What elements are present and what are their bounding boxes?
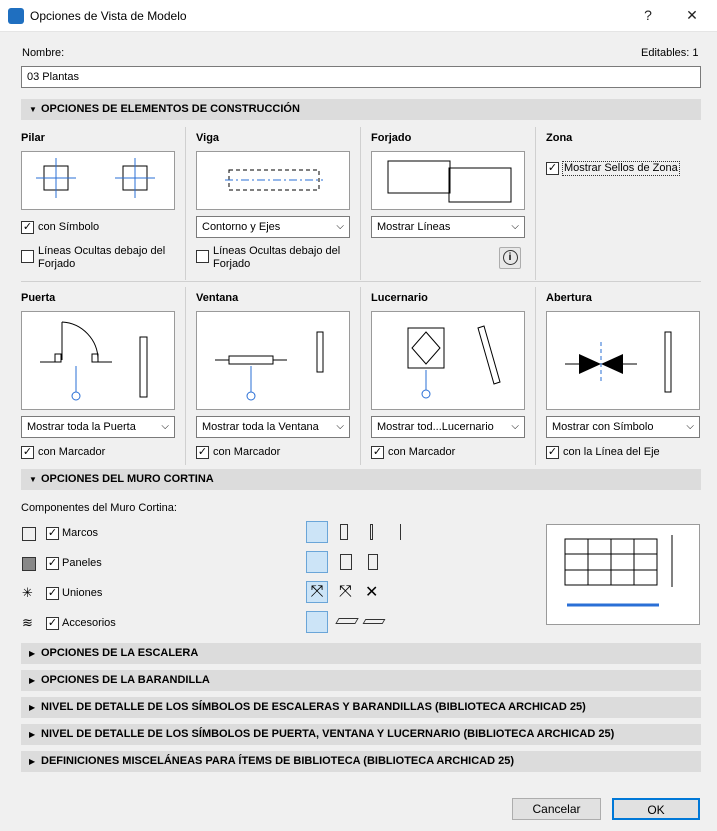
- cancel-button[interactable]: Cancelar: [512, 798, 601, 820]
- section-detail-stair[interactable]: [21, 697, 701, 718]
- divider: [360, 287, 361, 465]
- section-title: NIVEL DE DETALLE DE LOS SÍMBOLOS DE PUERTA, VENTANA Y LUCERNARIO (BIBLIOTECA ARCHICAD 25): [41, 728, 615, 740]
- ventana-select-value: Mostrar toda la Ventana: [202, 421, 319, 433]
- puerta-select[interactable]: [21, 416, 175, 438]
- lucernario-marker-checkbox[interactable]: ✓: [372, 446, 383, 458]
- window-symbol-icon: [197, 312, 349, 409]
- chevron-down-icon: ⌵: [511, 421, 519, 432]
- chevron-down-icon: ⌵: [511, 221, 519, 232]
- section-title: OPCIONES DE ELEMENTOS DE CONSTRUCCIÓN: [41, 103, 300, 115]
- pilar-hidden-checkbox[interactable]: [21, 250, 34, 263]
- section-misc[interactable]: [21, 751, 701, 772]
- puerta-title: Puerta: [21, 292, 56, 304]
- uniones-checkbox[interactable]: ✓: [47, 587, 58, 599]
- pilar-preview[interactable]: [21, 151, 175, 210]
- frame-icon: [22, 527, 36, 541]
- paneles-checkbox[interactable]: ✓: [47, 557, 58, 569]
- chevron-down-icon: ⌵: [686, 421, 694, 432]
- section-title: OPCIONES DE LA BARANDILLA: [41, 674, 210, 686]
- viga-hidden-checkbox[interactable]: [196, 250, 209, 263]
- app-icon: [8, 8, 24, 24]
- divider: [185, 127, 186, 280]
- abertura-title: Abertura: [546, 292, 592, 304]
- ventana-marker-checkbox[interactable]: ✓: [197, 446, 208, 458]
- collapse-icon: ▼: [29, 105, 37, 114]
- marcos-detail-3-icon[interactable]: [370, 524, 373, 540]
- close-button[interactable]: ✕: [686, 7, 698, 23]
- viga-title: Viga: [196, 132, 220, 144]
- paneles-detail-1-button[interactable]: [306, 551, 328, 573]
- uniones-detail-2-icon[interactable]: ⤧: [339, 583, 352, 600]
- info-icon: i: [503, 250, 518, 265]
- expand-icon: ▶: [29, 757, 36, 766]
- divider: [535, 127, 536, 280]
- door-symbol-icon: [22, 312, 174, 409]
- pilar-symbol-label: con Símbolo: [38, 221, 100, 233]
- slab-symbol-icon: [372, 152, 524, 209]
- chevron-down-icon: ⌵: [336, 421, 344, 432]
- zona-title: Zona: [546, 132, 573, 144]
- skylight-symbol-icon: [372, 312, 524, 409]
- accesorios-detail-2-icon[interactable]: [335, 618, 358, 624]
- chevron-down-icon: ⌵: [336, 221, 344, 232]
- lucernario-select[interactable]: [371, 416, 525, 438]
- zona-stamps-label: Mostrar Sellos de Zona: [564, 162, 678, 174]
- paneles-detail-2-icon[interactable]: [340, 554, 352, 570]
- puerta-marker-checkbox[interactable]: ✓: [22, 446, 33, 458]
- ventana-title: Ventana: [196, 292, 239, 304]
- marcos-detail-2-icon[interactable]: [340, 524, 348, 540]
- section-curtain[interactable]: [21, 469, 701, 490]
- forjado-preview[interactable]: [371, 151, 525, 210]
- divider: [360, 127, 361, 280]
- ventana-marker-label: con Marcador: [213, 446, 281, 458]
- marcos-checkbox[interactable]: ✓: [47, 527, 58, 539]
- info-button[interactable]: [499, 247, 521, 269]
- section-title: NIVEL DE DETALLE DE LOS SÍMBOLOS DE ESCALERAS Y BARANDILLAS (BIBLIOTECA ARCHICAD 25): [41, 701, 586, 713]
- forjado-select-value: Mostrar Líneas: [377, 221, 451, 233]
- pilar-symbol-checkbox[interactable]: ✓: [22, 221, 33, 233]
- junction-icon: ✳: [22, 585, 33, 600]
- chevron-down-icon: ⌵: [161, 421, 169, 432]
- paneles-label: Paneles: [62, 557, 102, 569]
- lucernario-preview[interactable]: [371, 311, 525, 410]
- viga-preview[interactable]: [196, 151, 350, 210]
- marcos-detail-4-icon[interactable]: [400, 524, 401, 540]
- puerta-marker-label: con Marcador: [38, 446, 106, 458]
- divider: [185, 287, 186, 465]
- paneles-detail-3-icon[interactable]: [368, 554, 378, 570]
- help-button[interactable]: ?: [644, 7, 652, 23]
- title-bar: [0, 0, 717, 32]
- section-stair[interactable]: [21, 643, 701, 664]
- curtain-wall-symbol-icon: [547, 525, 699, 624]
- abertura-axis-checkbox[interactable]: ✓: [547, 446, 558, 458]
- expand-icon: ▶: [29, 730, 36, 739]
- name-input[interactable]: 03 Plantas: [21, 66, 701, 88]
- opening-symbol-icon: [547, 312, 699, 409]
- ventana-select[interactable]: [196, 416, 350, 438]
- lucernario-select-value: Mostrar tod...Lucernario: [377, 421, 494, 433]
- curtain-preview: [546, 524, 700, 625]
- editables-count: Editables: 1: [641, 47, 699, 59]
- marcos-label: Marcos: [62, 527, 99, 539]
- expand-icon: ▶: [29, 649, 36, 658]
- pilar-title: Pilar: [21, 132, 45, 144]
- section-construction[interactable]: [21, 99, 701, 120]
- puerta-preview[interactable]: [21, 311, 175, 410]
- section-title: OPCIONES DEL MURO CORTINA: [41, 473, 214, 485]
- abertura-select[interactable]: [546, 416, 700, 438]
- abertura-preview[interactable]: [546, 311, 700, 410]
- section-title: OPCIONES DE LA ESCALERA: [41, 647, 199, 659]
- collapse-icon: ▼: [29, 475, 37, 484]
- section-railing[interactable]: [21, 670, 701, 691]
- name-label: Nombre:: [22, 47, 65, 59]
- accesorios-checkbox[interactable]: ✓: [47, 617, 58, 629]
- beam-symbol-icon: [197, 152, 349, 209]
- pilar-hidden-label: Líneas Ocultas debajo del Forjado: [38, 245, 166, 270]
- viga-hidden-label: Líneas Ocultas debajo del Forjado: [213, 245, 341, 270]
- panel-icon: [22, 557, 36, 571]
- puerta-select-value: Mostrar toda la Puerta: [27, 421, 136, 433]
- accesorios-detail-3-icon[interactable]: [363, 619, 386, 624]
- divider: [21, 281, 701, 282]
- marcos-detail-1-button[interactable]: [306, 521, 328, 543]
- zona-stamps-checkbox[interactable]: ✓: [547, 162, 558, 174]
- lucernario-marker-label: con Marcador: [388, 446, 456, 458]
- divider: [535, 287, 536, 465]
- uniones-detail-1-button[interactable]: ⤧: [306, 581, 328, 603]
- viga-select-value: Contorno y Ejes: [202, 221, 281, 233]
- uniones-detail-3-icon[interactable]: ✕: [365, 584, 379, 601]
- ok-button[interactable]: OK: [612, 798, 700, 820]
- accessory-icon: ≋: [22, 615, 33, 630]
- expand-icon: ▶: [29, 676, 36, 685]
- lucernario-title: Lucernario: [371, 292, 428, 304]
- abertura-axis-label: con la Línea del Eje: [563, 446, 660, 458]
- window-title: Opciones de Vista de Modelo: [30, 9, 187, 23]
- expand-icon: ▶: [29, 703, 36, 712]
- section-detail-door[interactable]: [21, 724, 701, 745]
- forjado-title: Forjado: [371, 132, 412, 144]
- viga-select[interactable]: [196, 216, 350, 238]
- curtain-components-label: Componentes del Muro Cortina:: [21, 502, 177, 514]
- forjado-select[interactable]: [371, 216, 525, 238]
- section-title: DEFINICIONES MISCELÁNEAS PARA ÍTEMS DE BIBLIOTECA (BIBLIOTECA ARCHICAD 25): [41, 755, 515, 767]
- ventana-preview[interactable]: [196, 311, 350, 410]
- accesorios-label: Accesorios: [62, 617, 116, 629]
- abertura-select-value: Mostrar con Símbolo: [552, 421, 654, 433]
- accesorios-detail-1-button[interactable]: [306, 611, 328, 633]
- uniones-label: Uniones: [62, 587, 103, 599]
- column-symbol-icon: [22, 152, 174, 209]
